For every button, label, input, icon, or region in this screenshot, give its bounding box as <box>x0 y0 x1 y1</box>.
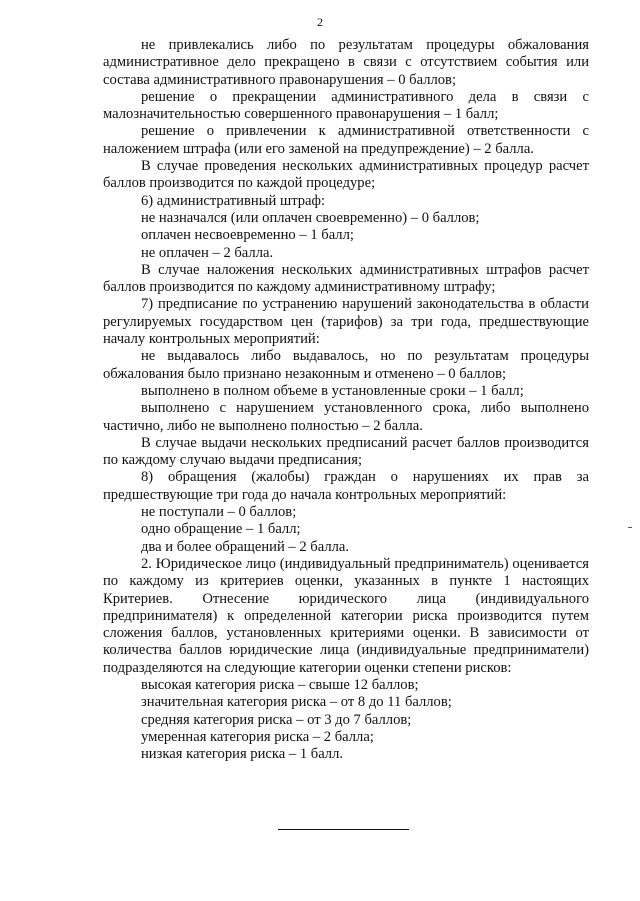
paragraph: выполнено с нарушением установленного срока, либо выполнено частично, либо не выполнено полностью – 2 балла. <box>103 400 589 434</box>
closing-rule-divider <box>278 829 409 830</box>
paragraph: В случае проведения нескольких административных процедур расчет баллов производится по каждой процедуре; <box>103 158 589 192</box>
paragraph: оплачен несвоевременно – 1 балл; <box>141 227 354 244</box>
paragraph: 8) обращения (жалобы) граждан о нарушениях их прав за предшествующие три года до начала контрольных мероприятий: <box>103 469 589 503</box>
paragraph: высокая категория риска – свыше 12 баллов; <box>141 676 419 693</box>
paragraph: не выдавалось либо выдавалось, но по результатам процедуры обжалования было признано незаконным и отменено – 0 баллов; <box>103 348 589 382</box>
margin-mark <box>628 527 632 528</box>
page-number: 2 <box>317 15 323 29</box>
paragraph: 2. Юридическое лицо (индивидуальный предприниматель) оценивается по каждому из критериев оценки, указанных в пункте 1 настоящих Критериев. Отнесение юридического лица (индивидуального предпринимателя) к определенной категории риска производится путем сложения баллов, установленных критериями оценки. В зависимости от количества баллов юридические лица (индивидуальные предприниматели) подразделяются на следующие категории оценки степени рисков: <box>103 555 589 676</box>
paragraph: не поступали – 0 баллов; <box>141 504 297 521</box>
paragraph: В случае выдачи нескольких предписаний расчет баллов производится по каждому случаю выдачи предписания; <box>103 434 589 469</box>
paragraph: 6) административный штраф: <box>141 192 326 209</box>
paragraph: значительная категория риска – от 8 до 11 баллов; <box>141 694 452 711</box>
paragraph: умеренная категория риска – 2 балла; <box>141 728 374 745</box>
paragraph: два и более обращений – 2 балла. <box>141 538 350 555</box>
paragraph: не привлекались либо по результатам процедуры обжалования административное дело прекращено в связи с отсутствием события или состава административного правонарушения – 0 баллов; <box>103 37 589 88</box>
paragraph: В случае наложения нескольких административных штрафов расчет баллов производится по каждому административному штрафу; <box>103 261 589 296</box>
paragraph: одно обращение – 1 балл; <box>141 521 301 538</box>
paragraph: низкая категория риска – 1 балл. <box>141 746 344 763</box>
paragraph: не назначался (или оплачен своевременно) – 0 баллов; <box>141 209 480 226</box>
document-body <box>103 37 589 763</box>
paragraph: 7) предписание по устранению нарушений законодательства в области регулируемых государством цен (тарифов) за три года, предшествующие началу контрольных мероприятий: <box>103 296 589 348</box>
paragraph: не оплачен – 2 балла. <box>141 244 274 261</box>
paragraph: решение о прекращении административного дела в связи с малозначительностью совершенного правонарушения – 1 балл; <box>103 88 589 123</box>
paragraph: выполнено в полном объеме в установленные сроки – 1 балл; <box>141 382 524 399</box>
paragraph: решение о привлечении к административной ответственности с наложением штрафа (или его заменой на предупреждение) – 2 балла. <box>103 123 589 157</box>
paragraph: средняя категория риска – от 3 до 7 баллов; <box>141 711 412 728</box>
